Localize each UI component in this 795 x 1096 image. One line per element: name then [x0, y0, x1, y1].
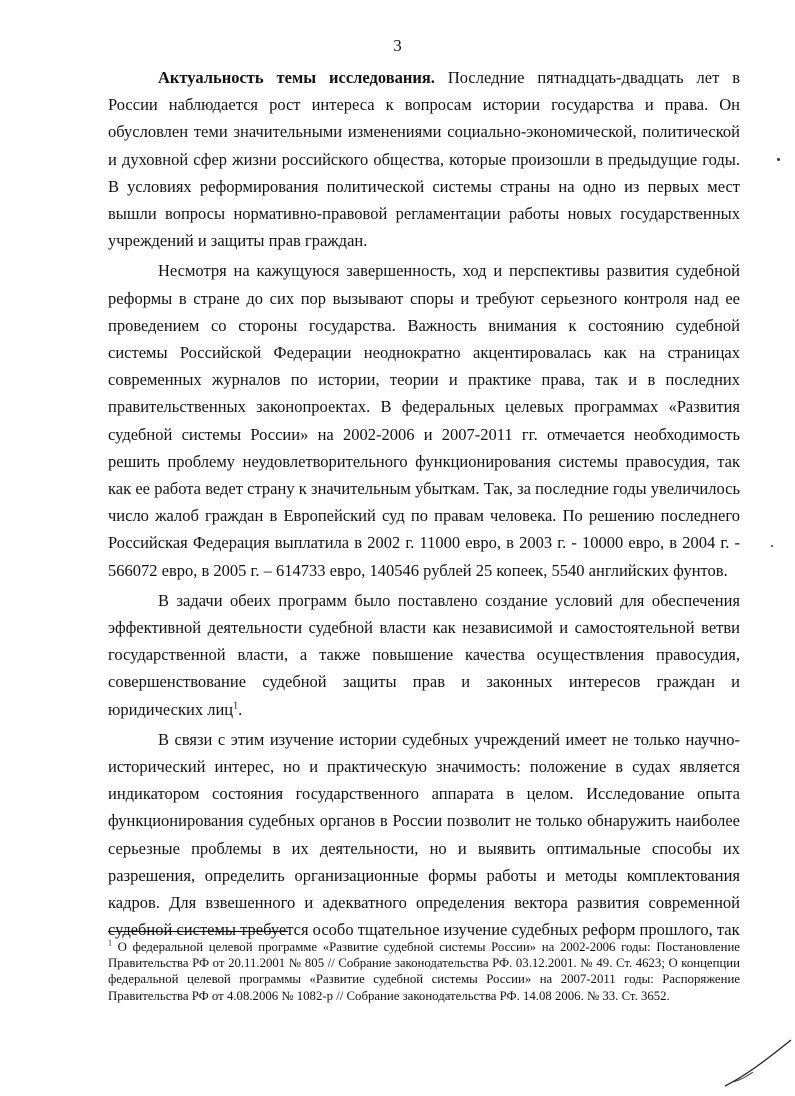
paragraph-text: В задачи обеих программ было поставлено создание условий для обеспечения эффективной деятельности судебной власти как независимой и самостоятельной ветви государственной власти, а также повышение качества осуществления правосудия, совершенствование судебной защиты прав и законных интересов граждан и юридических лиц	[108, 590, 740, 719]
page-number: 3	[393, 36, 402, 55]
footnote-text: О федеральной целевой программе «Развитие судебной системы России» на 2002-2006 годы: Постановление Правительства РФ от 20.11.2001 № 805 // Собрание законодательства РФ. 03.12.2001. № 49. Ст. 4623; О концепции федеральной целевой программы «Развитие судебной системы России» на 2007-2011 годы: Распоряжение Правительства РФ от 4.08.2006 № 1082-р // Собрание законодательства РФ. 14.08 2006. № 33. Ст. 3652.	[108, 940, 740, 1003]
scan-speck	[777, 158, 780, 161]
section-heading: Актуальность темы исследования.	[158, 68, 435, 87]
paragraph-relevance	[108, 64, 740, 254]
paragraph-text: Последние пятнадцать-двадцать лет в России наблюдается рост интереса к вопросам истории государства и права. Он обусловлен теми значительными изменениями социально-экономической, политической и духовной сфер жизни российского общества, которые произошли в предыдущие годы. В условиях реформирования политической системы страны на одно из первых мест вышли вопросы нормативно-правовой регламентации работы новых государственных учреждений и защиты прав граждан.	[108, 68, 740, 251]
body-text	[108, 64, 740, 944]
footnote-separator	[108, 931, 288, 932]
footnote	[108, 939, 740, 1004]
paragraph-history	[108, 726, 740, 944]
paragraph-reform	[108, 257, 740, 583]
scan-speck	[771, 545, 773, 547]
footnote-marker: 1	[108, 938, 112, 948]
paragraph-text: В связи с этим изучение истории судебных учреждений имеет не только научно-исторический интерес, но и практическую значимость: положение в судах является индикатором состояния государственного аппарата в целом. Исследование опыта функционирования судебных органов в России позволит не только обнаружить наиболее серьезные проблемы в их деятельности, но и выявить оптимальные способы их разрешения, определить организационные формы работы и методы комплектования кадров. Для взвешенного и адекватного определения вектора развития современной судебной системы требуется особо тщательное изучение судебных реформ прошлого, так	[108, 729, 740, 940]
paragraph-programs	[108, 587, 740, 723]
paragraph-trailing: .	[238, 699, 243, 719]
pen-mark	[705, 1036, 795, 1096]
footnote-reference[interactable]: 1	[233, 700, 239, 712]
paragraph-text: Несмотря на кажущуюся завершенность, ход и перспективы развития судебной реформы в стране до сих пор вызывают споры и требуют серьезного контроля над ее проведением со стороны государства. Важность внимания к состоянию судебной системы Российской Федерации неоднократно акцентировалась как на страницах современных журналов по истории, теории и практике права, так и в последних правительственных законопроектах. В федеральных целевых программах «Развития судебной системы России» на 2002-2006 и 2007-2011 гг. отмечается необходимость решить проблему неудовлетворительного функционирования системы правосудия, так как ее работа ведет страну к значительным убыткам. Так, за последние годы увеличилось число жалоб граждан в Европейский суд по правам человека. По решению последнего Российская Федерация выплатила в 2002 г. 11000 евро, в 2003 г. - 10000 евро, в 2004 г. - 566072 евро, в 2005 г. – 614733 евро, 140546 рублей 25 копеек, 5540 английских фунтов.	[108, 261, 740, 580]
